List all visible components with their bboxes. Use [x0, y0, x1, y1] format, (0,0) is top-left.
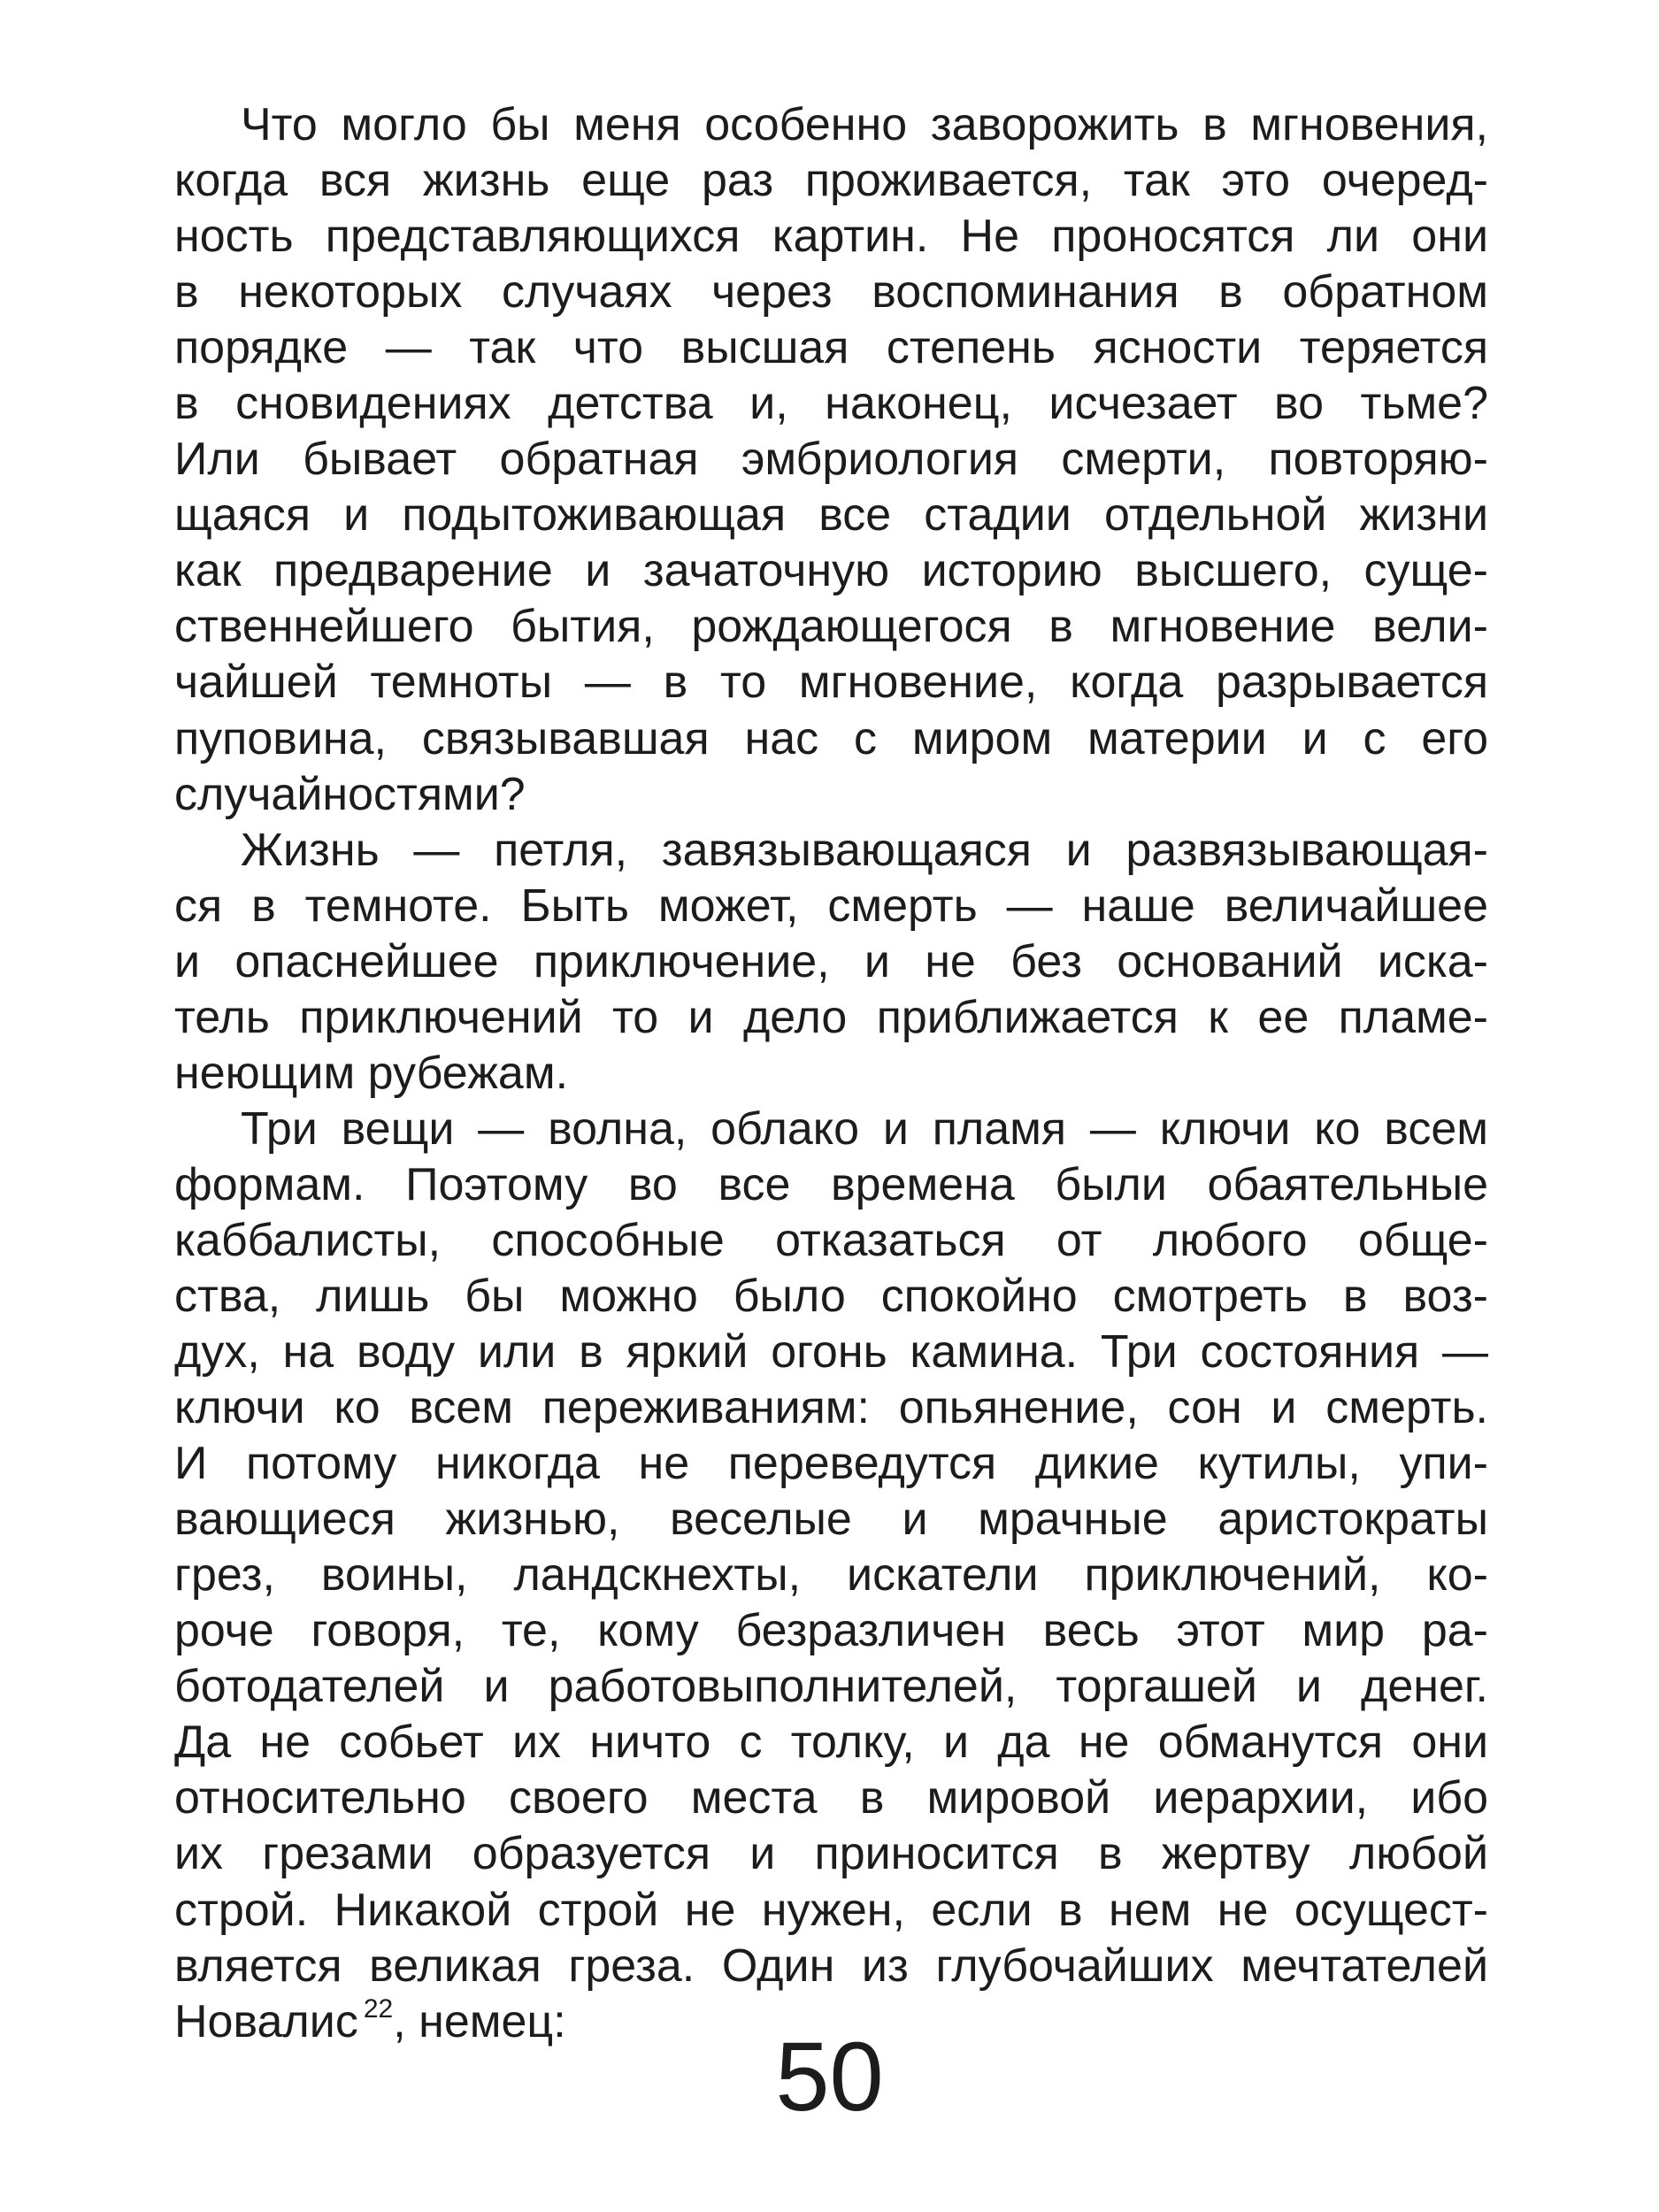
text-line: чайшей темноты — в то мгновение, когда разрывается — [174, 657, 1488, 709]
text-line: ства, лишь бы можно было спокойно смотреть в воз- — [174, 1270, 1488, 1322]
text-line: случайностями? — [174, 768, 526, 820]
text-line: вающиеся жизнью, веселые и мрачные аристократы — [174, 1494, 1488, 1546]
body-text — [174, 97, 1488, 2050]
text-line: ственнейшего бытия, рождающегося в мгновение вели- — [174, 601, 1488, 653]
text-line: когда вся жизнь еще раз проживается, так это очеред- — [174, 155, 1488, 207]
author-name: Новалис — [174, 1995, 358, 2047]
text-line: грез, воины, ландскнехты, искатели приключений, ко- — [174, 1549, 1488, 1601]
text-line: щаяся и подытоживающая все стадии отдельной жизни — [174, 489, 1488, 541]
text-line: пуповина, связывавшая нас с миром материи и с его — [174, 712, 1488, 764]
text-line: порядке — так что высшая степень ясности теряется — [174, 322, 1488, 374]
text-line: ность представляющихся картин. Не проносятся ли они — [174, 211, 1488, 263]
text-line: Жизнь — петля, завязывающаяся и развязывающая- — [241, 824, 1488, 876]
text-line: ботодателей и работовыполнителей, торгашей и денег. — [174, 1661, 1488, 1713]
text-line: ключи ко всем переживаниям: опьянение, сон и смерть. — [174, 1382, 1488, 1434]
text-line: их грезами образуется и приносится в жертву любой — [174, 1828, 1488, 1880]
text-line: в сновидениях детства и, наконец, исчезает во тьме? — [174, 378, 1488, 430]
text-line: формам. Поэтому во все времена были обаятельные — [174, 1158, 1488, 1210]
text-line: вляется великая греза. Один из глубочайших мечтателей — [174, 1939, 1488, 1992]
text-line: и опаснейшее приключение, и не без оснований иска- — [174, 935, 1488, 987]
footnote-reference[interactable]: 22 — [363, 1993, 394, 2024]
text-line: Или бывает обратная эмбриология смерти, повторяю- — [174, 434, 1488, 486]
text-line: Да не собьет их ничто с толку, и да не обманутся они — [174, 1717, 1488, 1769]
text-line: дух, на воду или в яркий огонь камина. Три состояния — — [174, 1326, 1488, 1379]
text-line: ся в темноте. Быть может, смерть — наше величайшее — [174, 879, 1488, 932]
text-line: Что могло бы меня особенно заворожить в мгновения, — [241, 99, 1488, 150]
text-line: строй. Никакой строй не нужен, если в нем не осущест- — [174, 1884, 1488, 1936]
text-line-tail: , немец: — [393, 1995, 566, 2047]
text-line: относительно своего места в мировой иерархии, ибо — [174, 1772, 1488, 1824]
text-line: каббалисты, способные отказаться от любого обще- — [174, 1214, 1488, 1266]
text-line: как предварение и зачаточную историю высшего, суще- — [174, 545, 1488, 597]
text-line: тель приключений то и дело приближается к ее пламе- — [174, 991, 1488, 1043]
text-line: неющим рубежам. — [174, 1047, 569, 1099]
text-line: Три вещи — волна, облако и пламя — ключи ко всем — [241, 1102, 1488, 1155]
text-line: И потому никогда не переведутся дикие кутилы, упи- — [174, 1438, 1488, 1490]
page-number: 50 — [775, 2023, 884, 2131]
text-line: в некоторых случаях через воспоминания в обратном — [174, 266, 1488, 319]
text-line: роче говоря, те, кому безразличен весь этот мир ра- — [174, 1605, 1488, 1657]
